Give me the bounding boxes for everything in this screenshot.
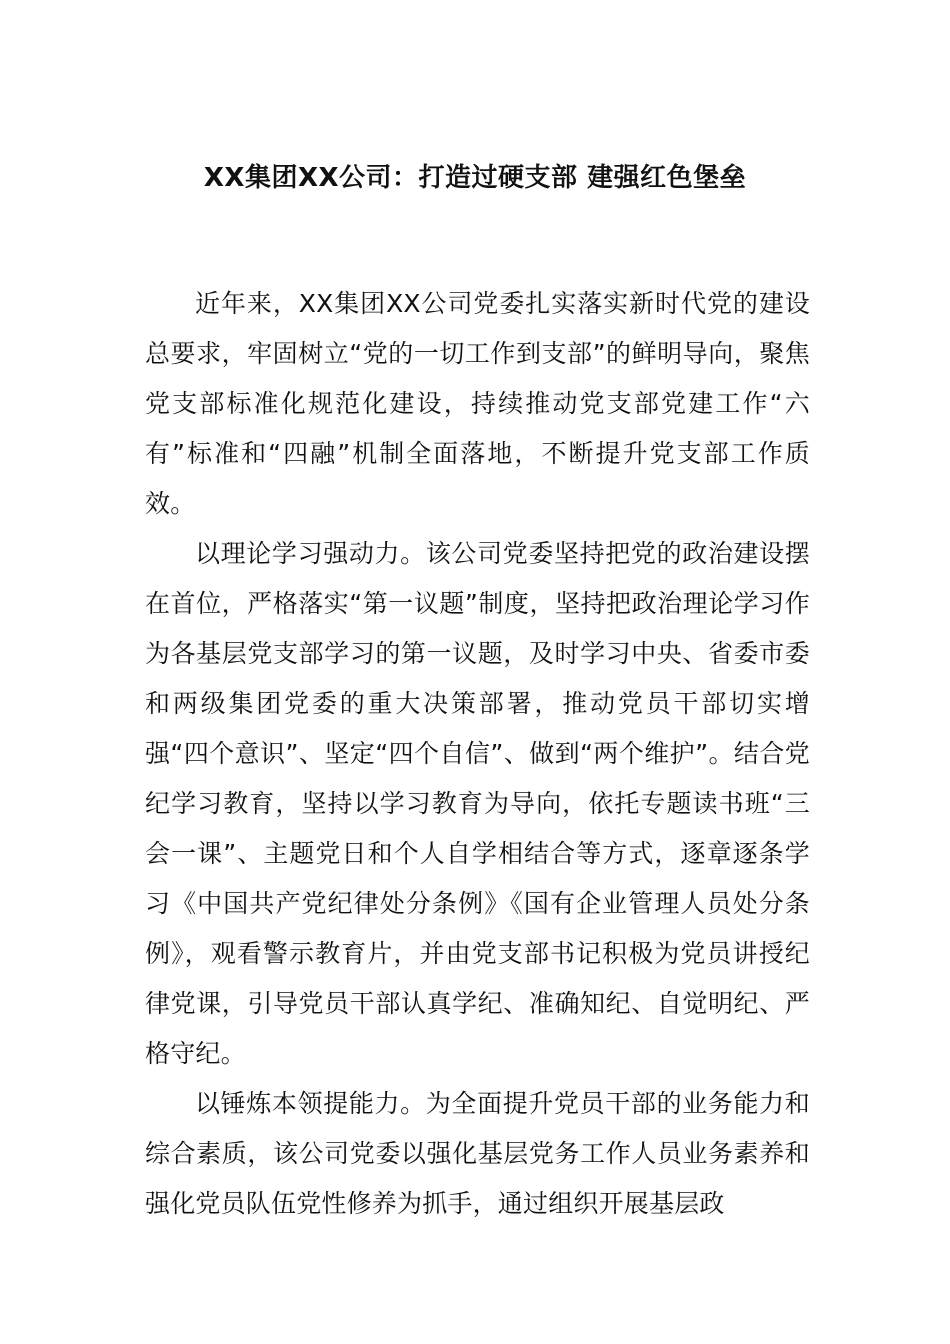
- paragraph-intro: 近年来，XX集团XX公司党委扎实落实新时代党的建设总要求，牢固树立“党的一切工作到支部”的鲜明导向，聚焦党支部标准化规范化建设，持续推动党支部党建工作“六有”标准和“四融”机制全面落地，不断提升党支部工作质效。: [145, 289, 810, 518]
- paragraph-theory-study: 以理论学习强动力。该公司党委坚持把党的政治建设摆在首位，严格落实“第一议题”制度，坚持把政治理论学习作为各基层党支部学习的第一议题，及时学习中央、省委市委和两级集团党委的重大决策部署，推动党员干部切实增强“四个意识”、坚定“四个自信”、做到“两个维护”。结合党纪学习教育，坚持以学习教育为导向，依托专题读书班“三会一课”、主题党日和个人自学相结合等方式，逐章逐条学习《中国共产党纪律处分条例》《国有企业管理人员处分条例》，观看警示教育片，并由党支部书记积极为党员讲授纪律党课，引导党员干部认真学纪、准确知纪、自觉明纪、严格守纪。: [145, 539, 810, 1068]
- document-title: XX集团XX公司：打造过硬支部 建强红色堡垒: [203, 163, 747, 193]
- document-body: [145, 279, 810, 1229]
- paragraph-skill-training: 以锤炼本领提能力。为全面提升党员干部的业务能力和综合素质，该公司党委以强化基层党务工作人员业务素养和强化党员队伍党性修养为抓手，通过组织开展基层政: [145, 1089, 810, 1218]
